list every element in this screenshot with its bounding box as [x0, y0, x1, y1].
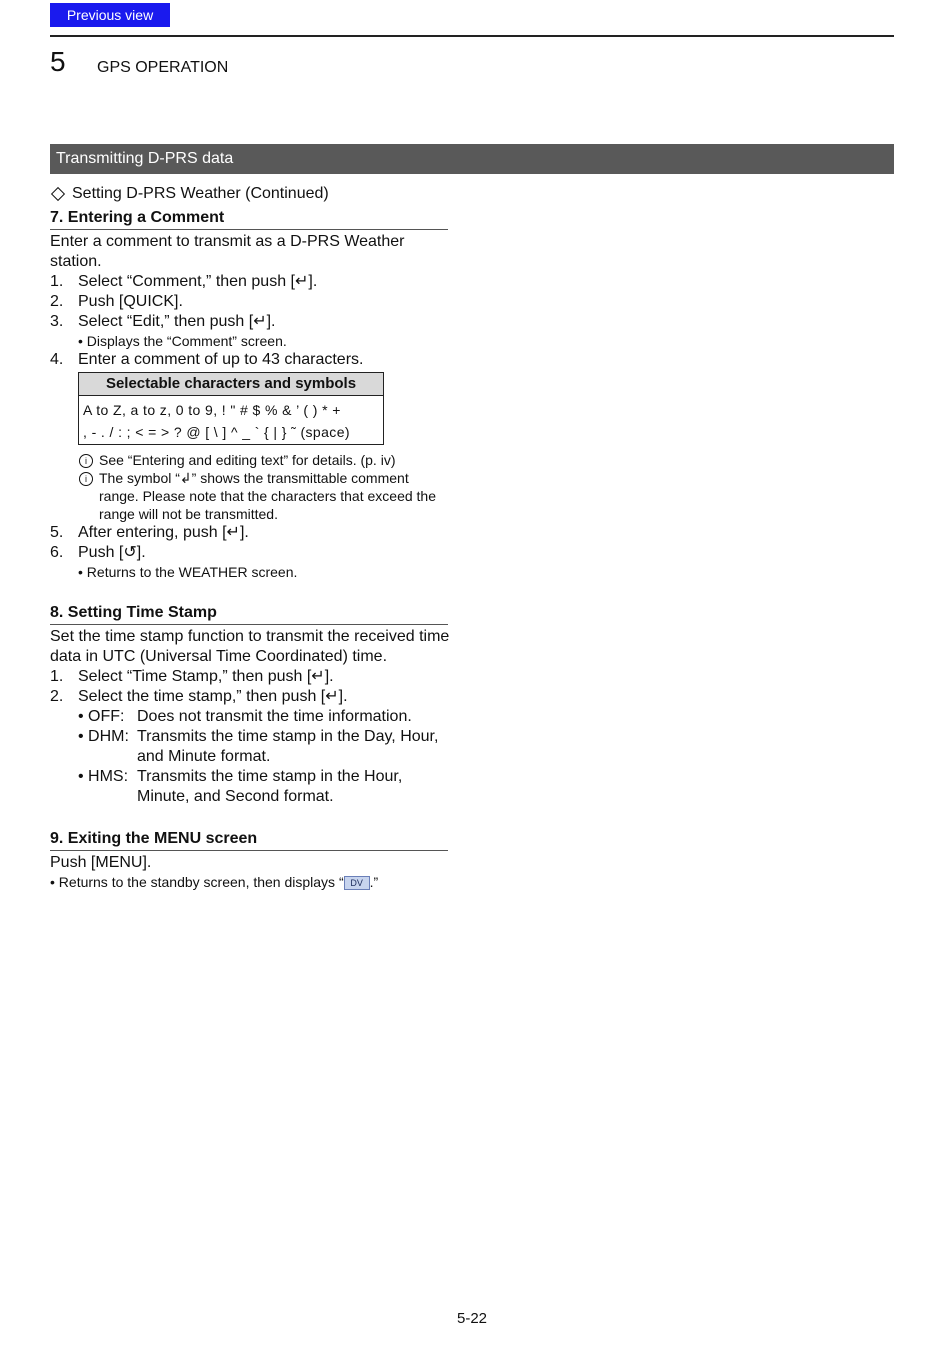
subheading-text: Setting D-PRS Weather (Continued) [72, 185, 329, 202]
exit-text: Push [MENU]. [50, 854, 152, 871]
content-column [50, 183, 450, 891]
step-text: Push [QUICK]. [78, 293, 183, 310]
note-text: The symbol “↲” shows the transmittable comment range. Please note that the characters that exceed the range will not be transmitted. [99, 470, 436, 522]
option-off [50, 707, 450, 727]
option-hms [50, 767, 450, 807]
step-number: 5. [50, 524, 64, 541]
step-number: 3. [50, 313, 64, 330]
exit-bullet [50, 873, 450, 891]
comment-step-5 [50, 523, 450, 543]
option-key: • HMS: [78, 768, 129, 785]
step-text: Push [↺]. [78, 544, 146, 561]
timestamp-step-2 [50, 687, 450, 707]
comment-step-6-bullet: • Returns to the WEATHER screen. [78, 564, 298, 580]
comment-step-6 [50, 543, 450, 563]
option-desc: Does not transmit the time information. [137, 708, 412, 725]
header-rule [50, 35, 894, 37]
comment-step-1 [50, 272, 450, 292]
step-text: Select “Edit,” then push [↵]. [78, 313, 276, 330]
step-number: 1. [50, 668, 64, 685]
info-icon: i [79, 454, 93, 468]
exit-heading: 9. Exiting the MENU screen [50, 829, 448, 851]
comment-heading: 7. Entering a Comment [50, 208, 448, 230]
comment-step-3 [50, 312, 450, 332]
step-number: 2. [50, 688, 64, 705]
chapter-title: GPS OPERATION [97, 59, 229, 76]
option-key: • DHM: [78, 728, 129, 745]
exit-bullet-end: .” [369, 874, 379, 890]
comment-step-2 [50, 292, 450, 312]
note-text: See “Entering and editing text” for details. (p. iv) [99, 452, 396, 468]
step-text: Select “Time Stamp,” then push [↵]. [78, 668, 334, 685]
step-text: Select the time stamp,” then push [↵]. [78, 688, 348, 705]
step-text: Select “Comment,” then push [↵]. [78, 273, 318, 290]
option-dhm [50, 727, 450, 767]
timestamp-intro: Set the time stamp function to transmit the received time data in UTC (Universal Time Coordinated) time. [50, 628, 450, 665]
table-header: Selectable characters and symbols [79, 373, 384, 396]
page-number: 5-22 [456, 1310, 488, 1327]
exit-bullet-text: • Returns to the standby screen, then displays “ [50, 874, 344, 890]
step-number: 2. [50, 293, 64, 310]
step-text: After entering, push [↵]. [78, 524, 249, 541]
timestamp-heading: 8. Setting Time Stamp [50, 603, 448, 625]
step-number: 1. [50, 273, 64, 290]
info-icon: i [79, 472, 93, 486]
option-desc: Transmits the time stamp in the Hour, Minute, and Second format. [137, 768, 403, 805]
option-key: • OFF: [78, 708, 125, 725]
timestamp-step-1 [50, 667, 450, 687]
note-1 [50, 451, 450, 469]
comment-step-4 [50, 350, 450, 370]
option-desc: Transmits the time stamp in the Day, Hour, and Minute format. [137, 728, 439, 765]
previous-view-button[interactable]: Previous view [50, 3, 170, 27]
table-row: A to Z, a to z, 0 to 9, ! " # $ % & ’ ( ) * + [83, 402, 341, 418]
characters-table [78, 372, 384, 445]
step-number: 6. [50, 544, 64, 561]
chapter-number: 5 [50, 46, 66, 77]
note-2 [50, 469, 450, 523]
table-row: , - . / : ; < = > ? @ [ \ ] ^ _ ` { | } ˜ (space) [83, 424, 350, 440]
step-number: 4. [50, 351, 64, 368]
subheading [50, 184, 450, 204]
diamond-icon [51, 187, 65, 201]
section-title-bar: Transmitting D-PRS data [50, 144, 894, 174]
dv-mode-icon: DV [344, 876, 370, 890]
comment-step-3-bullet: • Displays the “Comment” screen. [78, 333, 287, 349]
step-text: Enter a comment of up to 43 characters. [78, 351, 364, 368]
comment-intro: Enter a comment to transmit as a D-PRS Weather station. [50, 233, 405, 270]
